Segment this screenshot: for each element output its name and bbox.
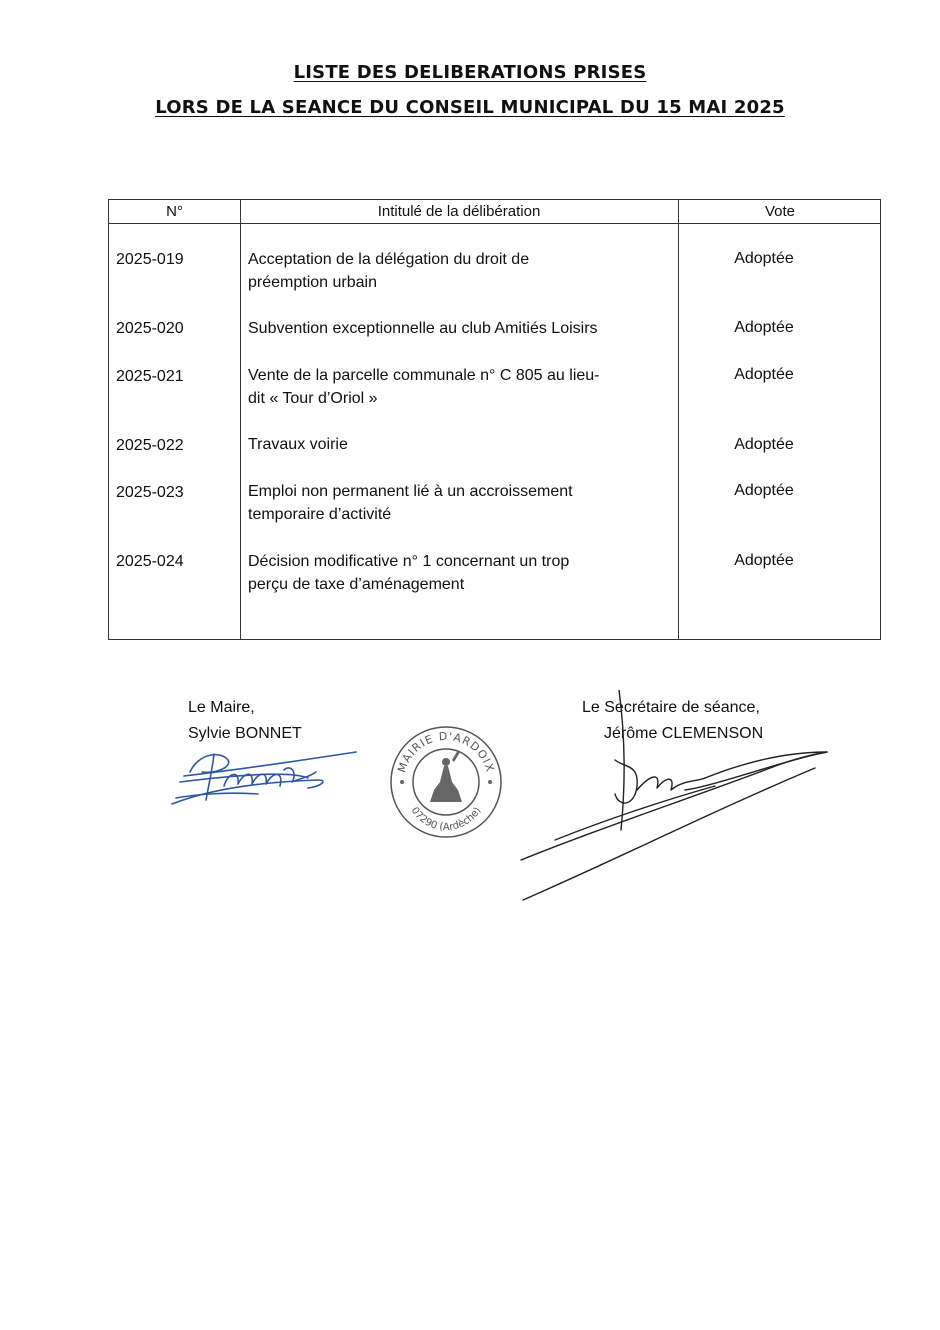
header-vote: Vote <box>764 203 796 220</box>
row-number: 2025-019 <box>116 251 184 268</box>
header-divider <box>109 223 880 224</box>
row-vote: Adoptée <box>734 482 794 499</box>
row-vote: Adoptée <box>734 319 794 336</box>
row-title: Emploi non permanent lié à un accroissement temporaire d’activité <box>248 483 573 523</box>
document-title-line-2: LORS DE LA SEANCE DU CONSEIL MUNICIPAL DU 15 MAI 2025 <box>155 97 785 118</box>
mayor-name: Sylvie BONNET <box>188 725 302 742</box>
column-divider <box>240 200 241 639</box>
mayor-signature <box>168 742 363 812</box>
mairie-stamp <box>386 720 506 840</box>
deliberations-table <box>108 199 881 640</box>
header-title: Intitulé de la délibération <box>377 203 541 220</box>
row-vote: Adoptée <box>734 552 794 569</box>
row-number: 2025-021 <box>116 368 184 385</box>
mayor-role: Le Maire, <box>188 699 255 716</box>
row-title: Travaux voirie <box>248 436 348 453</box>
header-number: N° <box>166 203 183 220</box>
row-vote: Adoptée <box>734 366 794 383</box>
mayor-block <box>188 695 302 747</box>
row-number: 2025-022 <box>116 437 184 454</box>
secretary-signature <box>515 690 835 905</box>
row-title: Décision modificative n° 1 concernant un trop perçu de taxe d’aménagement <box>248 553 570 593</box>
row-title: Subvention exceptionnelle au club Amitiés Loisirs <box>248 320 598 337</box>
row-title: Acceptation de la délégation du droit de préemption urbain <box>248 251 530 291</box>
column-divider <box>678 200 679 639</box>
row-vote: Adoptée <box>734 250 794 267</box>
row-vote: Adoptée <box>734 436 794 453</box>
secretary-name: Jérôme CLEMENSON <box>604 725 764 742</box>
row-number: 2025-024 <box>116 553 184 570</box>
svg-text:MAIRIE D'ARDOIX: MAIRIE D'ARDOIX <box>395 729 497 775</box>
svg-text:07290 (Ardèche): 07290 (Ardèche) <box>408 805 484 834</box>
row-title: Vente de la parcelle communale n° C 805 au lieu- dit « Tour d’Oriol » <box>248 367 600 407</box>
secretary-role: Le Secrétaire de séance, <box>582 699 760 716</box>
row-number: 2025-023 <box>116 484 184 501</box>
document-title-line-1: LISTE DES DELIBERATIONS PRISES <box>293 62 647 83</box>
row-number: 2025-020 <box>116 320 184 337</box>
